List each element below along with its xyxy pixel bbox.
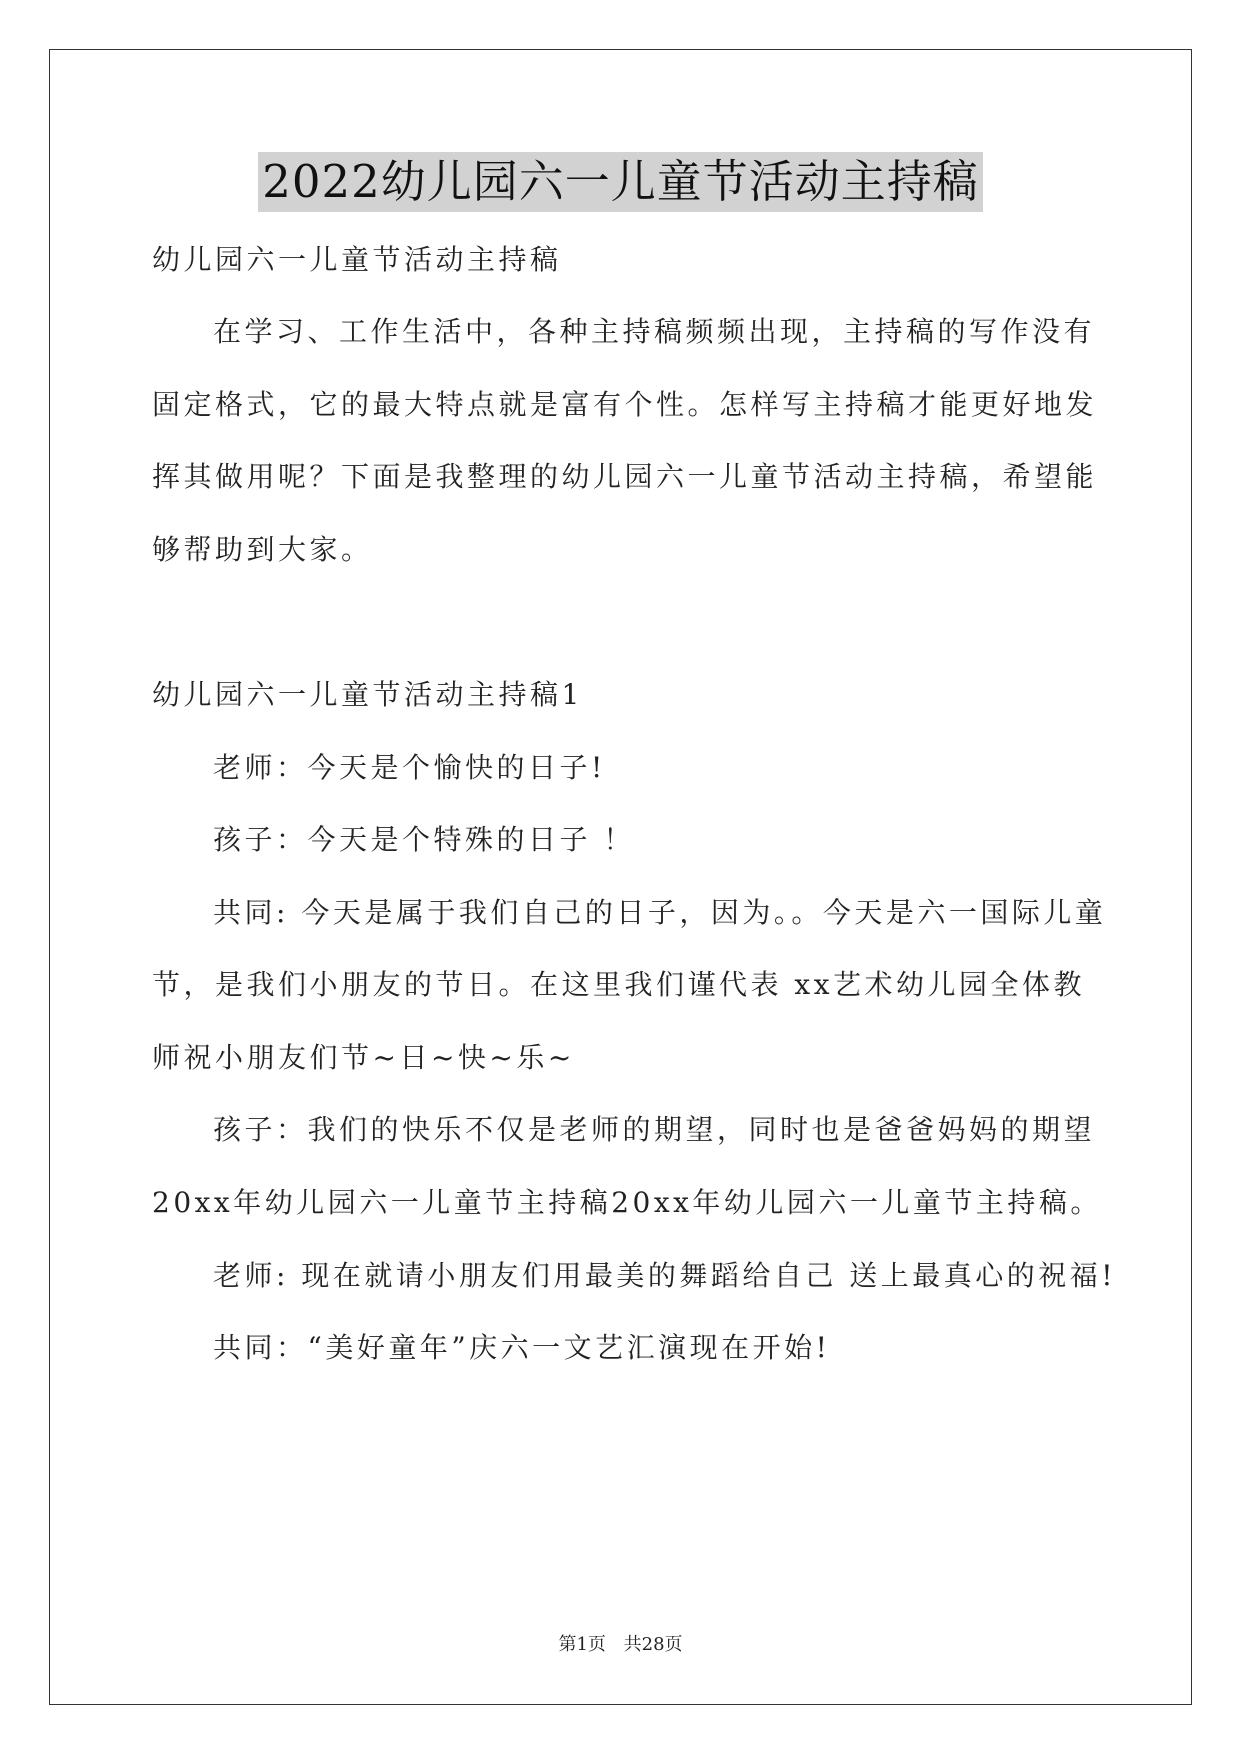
paragraph-line: 孩子：我们的快乐不仅是老师的期望，同时也是爸爸妈妈的期望: [213, 1113, 1096, 1146]
paragraph-line: 老师：今天是个愉快的日子!: [213, 751, 606, 784]
document-title: 2022幼儿园六一儿童节活动主持稿: [258, 152, 983, 212]
paragraph-line: 孩子：今天是个特殊的日子 ！: [213, 823, 635, 856]
page-border: [49, 49, 1192, 1705]
paragraph-line: 老师: 现在就请小朋友们用最美的舞蹈给自己 送上最真心的祝福!: [213, 1259, 1116, 1292]
title-container: [0, 152, 1241, 212]
paragraph-line: 师祝小朋友们节~日~快~乐~: [152, 1041, 575, 1074]
paragraph-line: 挥其做用呢？下面是我整理的幼儿园六一儿童节活动主持稿，希望能: [152, 460, 1098, 493]
page-footer: [0, 1630, 1241, 1656]
paragraph-line: 20xx年幼儿园六一儿童节主持稿20xx年幼儿园六一儿童节主持稿。: [152, 1186, 1102, 1219]
paragraph-line: 在学习、工作生活中，各种主持稿频频出现，主持稿的写作没有: [213, 315, 1096, 348]
section-heading: 幼儿园六一儿童节活动主持稿1: [152, 678, 583, 711]
paragraph-line: 够帮助到大家。: [152, 533, 373, 566]
paragraph-line: 节，是我们小朋友的节日。在这里我们谨代表 xx艺术幼儿园全体教: [152, 968, 1085, 1001]
subtitle-line: 幼儿园六一儿童节活动主持稿: [152, 243, 562, 276]
paragraph-line: 共同: 今天是属于我们自己的日子，因为。。今天是六一国际儿童: [213, 896, 1107, 929]
page-number: 第1页: [558, 1634, 606, 1655]
page-total: 共28页: [623, 1634, 683, 1655]
paragraph-line: 固定格式，它的最大特点就是富有个性。怎样写主持稿才能更好地发: [152, 388, 1098, 421]
paragraph-line: 共同：“美好童年”庆六一文艺汇演现在开始!: [213, 1331, 831, 1364]
